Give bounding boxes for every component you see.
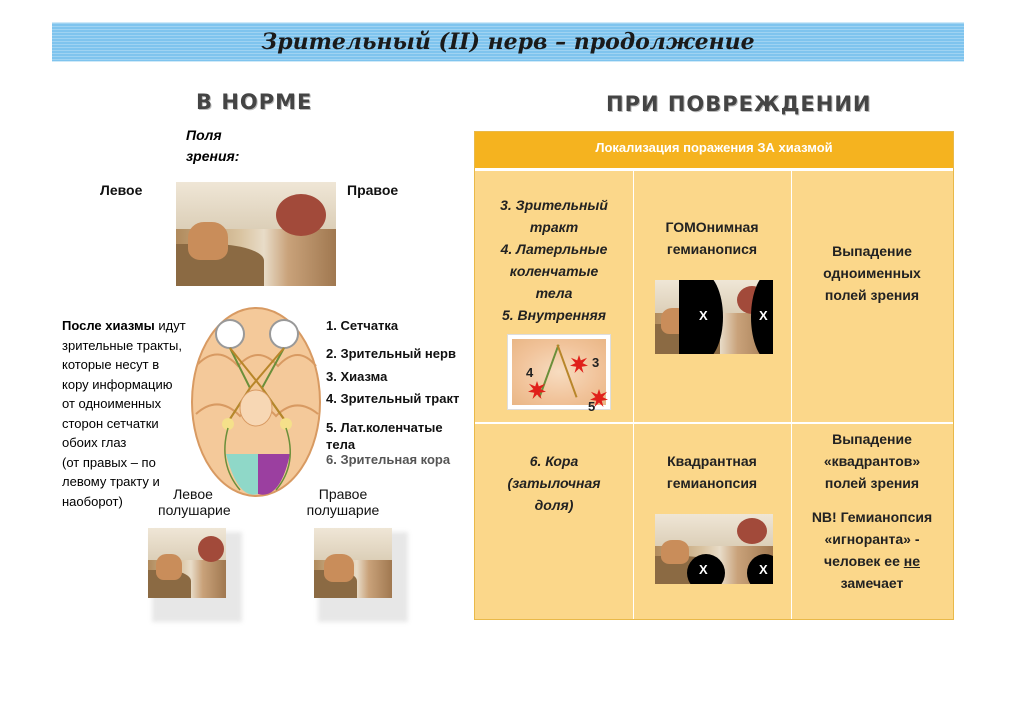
right-hemisphere-label bbox=[298, 486, 388, 518]
row1-col3-line2: полей зрения bbox=[824, 287, 920, 303]
after-chiasm-line-2: которые несут в bbox=[62, 357, 160, 372]
row1-col1-line3: коленчатые bbox=[509, 263, 599, 279]
fields-of-view-image bbox=[176, 182, 336, 286]
left-field-label: Левое bbox=[100, 182, 143, 198]
row1-col3-line0: Выпадение bbox=[832, 243, 912, 259]
row1-col2-line0: ГОМОнимная bbox=[665, 219, 759, 235]
row2-quadrant-image bbox=[655, 514, 773, 584]
nb-line0: NB! Гемианопсия bbox=[811, 509, 933, 525]
brain-diagram bbox=[188, 304, 324, 500]
row2-col3-line1: «квадрантов» bbox=[823, 453, 921, 469]
row2-col2 bbox=[637, 450, 787, 494]
left-hemisphere-image bbox=[148, 528, 226, 598]
row2-col2-line0: Квадрантная bbox=[667, 453, 757, 469]
row2-col2-line1: гемианопсия bbox=[666, 475, 758, 491]
after-chiasm-text bbox=[62, 316, 202, 511]
lesion-number-4: 4 bbox=[526, 365, 534, 380]
legend-item-1: 1. Сетчатка bbox=[326, 318, 399, 333]
right-hemisphere-image bbox=[314, 528, 392, 598]
nb-line2-text: человек ее bbox=[824, 553, 900, 569]
after-chiasm-line-8: левому тракту и bbox=[62, 474, 160, 489]
left-hemisphere-line1: Левое bbox=[173, 486, 213, 502]
after-chiasm-bold: После хиазмы bbox=[62, 318, 155, 333]
row2-col1 bbox=[479, 450, 629, 516]
after-chiasm-line-3: кору информацию bbox=[62, 376, 173, 392]
row1-col1-line0: 3. Зрительный bbox=[500, 197, 608, 213]
row1-col1-line5: 5. Внутренняя bbox=[501, 307, 607, 323]
after-chiasm-line-1: зрительные тракты, bbox=[62, 337, 182, 353]
after-chiasm-line-5: сторон сетчатки bbox=[62, 415, 159, 431]
lesion-table bbox=[474, 131, 954, 620]
row2-col1-line0: 6. Кора bbox=[529, 453, 579, 469]
row1-x-mark-right: X bbox=[759, 308, 768, 323]
nb-line2 bbox=[795, 550, 949, 572]
after-chiasm-line-6: обоих глаз bbox=[62, 435, 127, 450]
page-title: Зрительный (II) нерв – продолжение bbox=[261, 29, 755, 55]
row1-col3 bbox=[795, 240, 949, 306]
row1-col3-line1: одноименных bbox=[823, 265, 921, 281]
table-header: Локализация поражения ЗА хиазмой bbox=[475, 132, 953, 171]
legend-item-6: 6. Зрительная кора bbox=[326, 452, 451, 467]
row2-col1-line1: (затылочная bbox=[507, 475, 601, 491]
row2-col3 bbox=[795, 428, 949, 594]
row1-col1-line2: 4. Латерльные bbox=[500, 241, 608, 257]
section-heading-normal: В НОРМЕ bbox=[196, 90, 313, 114]
legend-item-5: 5. Лат.коленчатые bbox=[326, 420, 443, 435]
right-field-label: Правое bbox=[347, 182, 399, 198]
row1-col1-line1: тракт bbox=[529, 219, 579, 235]
legend-item-2: 2. Зрительный нерв bbox=[326, 346, 456, 361]
legend-item-4: 4. Зрительный тракт bbox=[326, 391, 460, 406]
legend-item-5b: тела bbox=[326, 437, 356, 452]
legend-item-3: 3. Хиазма bbox=[326, 369, 388, 384]
left-hemisphere-line2: полушарие bbox=[158, 502, 231, 518]
nb-line1: «игноранта» - bbox=[824, 531, 920, 547]
row2-col3-line2: полей зрения bbox=[824, 475, 920, 491]
row2-x-mark-left: X bbox=[699, 562, 708, 577]
row1-x-mark-left: X bbox=[699, 308, 708, 323]
right-hemisphere-line1: Правое bbox=[318, 486, 368, 502]
lesion-number-3: 3 bbox=[592, 355, 600, 370]
left-hemisphere-label bbox=[158, 486, 231, 518]
row1-hemianopia-image bbox=[655, 280, 773, 354]
fields-label-line1: Поля bbox=[186, 127, 222, 143]
after-chiasm-line-7: (от правых – по bbox=[62, 454, 156, 470]
after-chiasm-line-9: наоборот) bbox=[62, 493, 123, 509]
row1-lesion-image bbox=[507, 334, 611, 414]
row1-col1-line4: тела bbox=[535, 285, 573, 301]
row2-col3-line0: Выпадение bbox=[832, 431, 912, 447]
section-heading-damage: ПРИ ПОВРЕЖДЕНИИ bbox=[606, 92, 872, 116]
after-chiasm-line-4: от одноименных bbox=[62, 396, 162, 411]
right-hemisphere-line2: полушарие bbox=[306, 502, 380, 518]
after-chiasm-line-0: идут bbox=[158, 318, 186, 333]
lesion-number-5: 5 bbox=[588, 399, 596, 414]
fields-label-line2: зрения: bbox=[186, 148, 240, 164]
row1-col2-line1: гемианопися bbox=[666, 241, 758, 257]
row2-x-mark-right: X bbox=[759, 562, 768, 577]
nb-underlined-word: не bbox=[903, 553, 920, 569]
row1-col1 bbox=[479, 194, 629, 326]
row1-col2 bbox=[637, 216, 787, 260]
row2-col1-line2: доля) bbox=[534, 497, 574, 513]
title-bar bbox=[52, 22, 964, 62]
nb-last: замечает bbox=[840, 575, 904, 591]
